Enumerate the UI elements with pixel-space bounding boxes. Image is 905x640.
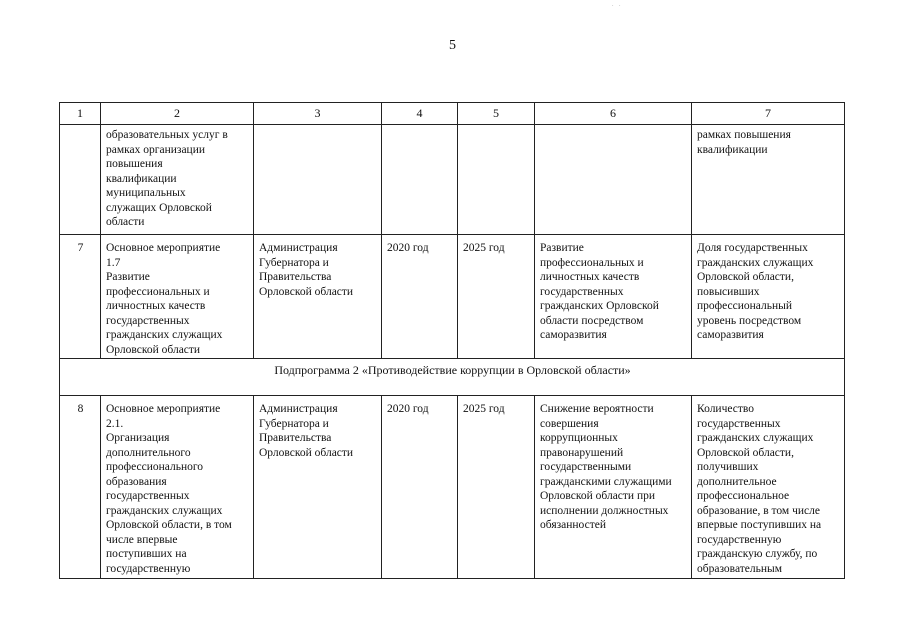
executor-cell <box>254 235 382 359</box>
end-cell <box>458 396 535 579</box>
column-header-5: 5 <box>458 103 535 125</box>
subprogram-title: Подпрограмма 2 «Противодействие коррупции в Орловской области» <box>60 359 845 396</box>
indicator-cell <box>692 396 845 579</box>
end-cell <box>458 235 535 359</box>
activity-text: Основное мероприятие 2.1. Организация дополнительного профессионального образования государственных гражданских служащих Орловской области, в том числе впервые поступивших на государственную <box>106 403 232 575</box>
row-number <box>60 125 101 235</box>
result-cell <box>535 396 692 579</box>
row-number: 8 <box>60 396 101 579</box>
column-header-7: 7 <box>692 103 845 125</box>
indicator-cell <box>692 235 845 359</box>
start-cell <box>382 396 458 579</box>
indicator-text: Количество государственных гражданских служащих Орловской области, получивших дополнительное профессиональное образование, в том числе впервые поступивших на государственную гражданскую службу, по образовательным <box>697 403 822 575</box>
activity-text: образовательных услуг в рамках организации повышения квалификации муниципальных служащих Орловской области <box>106 129 228 228</box>
indicator-text: рамках повышения квалификации <box>697 129 791 156</box>
start-cell <box>382 235 458 359</box>
activity-text: Основное мероприятие 1.7 Развитие профессиональных и личностных качеств государственных гражданских служащих Орловской области <box>106 242 223 356</box>
row-number: 7 <box>60 235 101 359</box>
result-text: Развитие профессиональных и личностных качеств государственных гражданских Орловской области посредством саморазвития <box>540 242 659 341</box>
executor-cell <box>254 396 382 579</box>
end-text: 2025 год <box>463 403 505 415</box>
page-number: 5 <box>449 38 456 53</box>
column-header-2: 2 <box>101 103 254 125</box>
table-row <box>60 125 845 235</box>
indicator-cell <box>692 125 845 235</box>
activity-cell <box>101 396 254 579</box>
column-header-1: 1 <box>60 103 101 125</box>
result-cell <box>535 235 692 359</box>
end-text: 2025 год <box>463 242 505 254</box>
end-cell <box>458 125 535 235</box>
activity-cell <box>101 235 254 359</box>
executor-text: Администрация Губернатора и Правительства Орловской области <box>259 242 354 298</box>
column-header-6: 6 <box>535 103 692 125</box>
executor-cell <box>254 125 382 235</box>
start-text: 2020 год <box>387 242 429 254</box>
start-text: 2020 год <box>387 403 429 415</box>
column-header-4: 4 <box>382 103 458 125</box>
table-header-row <box>60 103 845 125</box>
activity-cell <box>101 125 254 235</box>
result-cell <box>535 125 692 235</box>
scan-mark: . . <box>612 2 623 8</box>
measures-table <box>59 102 845 579</box>
result-text: Снижение вероятности совершения коррупционных правонарушений государственными гражданскими служащими Орловской области при исполнении должностных обязанностей <box>540 403 672 531</box>
start-cell <box>382 125 458 235</box>
column-header-3: 3 <box>254 103 382 125</box>
subprogram-row <box>60 359 845 396</box>
table-row <box>60 396 845 579</box>
executor-text: Администрация Губернатора и Правительства Орловской области <box>259 403 354 459</box>
table-row <box>60 235 845 359</box>
indicator-text: Доля государственных гражданских служащих Орловской области, повысивших профессиональный уровень посредством саморазвития <box>697 242 814 341</box>
